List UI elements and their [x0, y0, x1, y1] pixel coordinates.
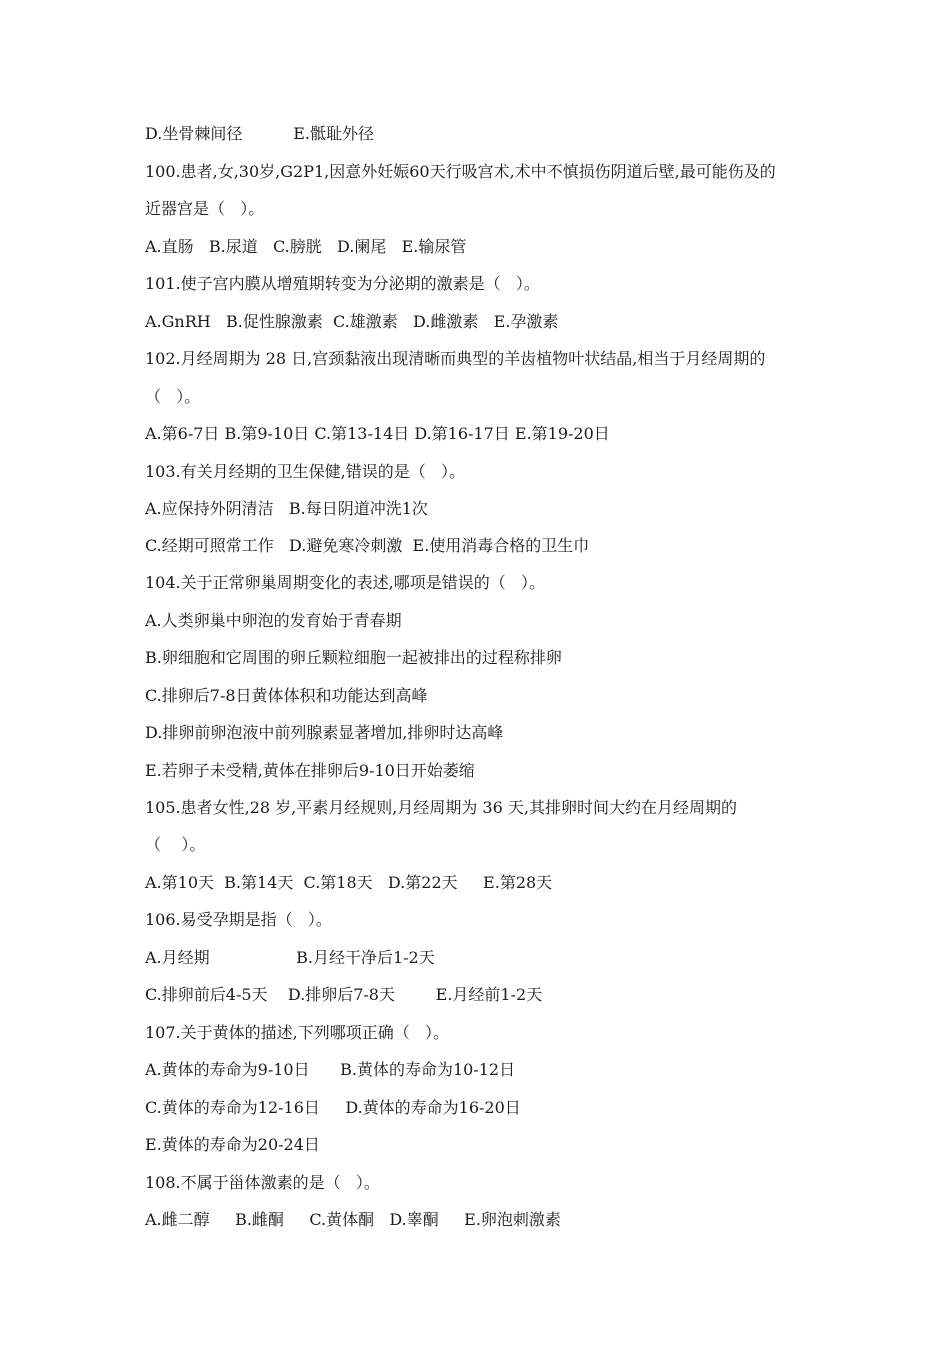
answer-option: A.人类卵巢中卵泡的发育始于青春期	[145, 611, 402, 630]
question-103: 103.有关月经期的卫生保健,错误的是（ ）。	[145, 462, 465, 481]
question-104: 104.关于正常卵巢周期变化的表述,哪项是错误的（ ）。	[145, 573, 545, 592]
question-100: 100.患者,女,30岁,G2P1,因意外妊娠60天行吸宫术,术中不慎损伤阴道后壁,最可能伤及的	[145, 162, 776, 181]
answer-option: D.排卵前卵泡液中前列腺素显著增加,排卵时达高峰	[145, 723, 504, 742]
answer-option: E.若卵子未受精,黄体在排卵后9-10日开始萎缩	[145, 761, 475, 780]
question-102: 102.月经周期为 28 日,宫颈黏液出现清晰而典型的羊齿植物叶状结晶,相当于月经周期的	[145, 349, 766, 368]
answer-options: C.排卵前后4-5天 D.排卵后7-8天 E.月经前1-2天	[145, 985, 543, 1004]
answer-options: A.月经期 B.月经干净后1-2天	[145, 948, 435, 967]
question-108: 108.不属于甾体激素的是（ ）。	[145, 1173, 380, 1192]
answer-options: A.第10天 B.第14天 C.第18天 D.第22天 E.第28天	[145, 873, 553, 892]
question-107: 107.关于黄体的描述,下列哪项正确（ ）。	[145, 1023, 449, 1042]
answer-options: A.应保持外阴清洁 B.每日阴道冲洗1次	[145, 499, 428, 518]
answer-option: E.黄体的寿命为20-24日	[145, 1135, 320, 1154]
question-106: 106.易受孕期是指（ ）。	[145, 910, 332, 929]
question-101: 101.使子宫内膜从增殖期转变为分泌期的激素是（ ）。	[145, 274, 540, 293]
answer-options: A.雌二醇 B.雌酮 C.黄体酮 D.睾酮 E.卵泡刺激素	[145, 1210, 561, 1229]
answer-options: A.直肠 B.尿道 C.膀胱 D.阑尾 E.输尿管	[145, 237, 467, 256]
question-100-continued: 近器宫是（ ）。	[145, 199, 265, 218]
answer-options: D.坐骨棘间径 E.骶耻外径	[145, 124, 374, 143]
question-105: 105.患者女性,28 岁,平素月经规则,月经周期为 36 天,其排卵时间大约在月经周期的	[145, 798, 737, 817]
answer-option: B.卵细胞和它周围的卵丘颗粒细胞一起被排出的过程称排卵	[145, 648, 562, 667]
answer-options: A.第6-7日 B.第9-10日 C.第13-14日 D.第16-17日 E.第19-20日	[145, 424, 610, 443]
answer-options: A.黄体的寿命为9-10日 B.黄体的寿命为10-12日	[145, 1060, 516, 1079]
answer-options: A.GnRH B.促性腺激素 C.雄激素 D.雌激素 E.孕激素	[145, 312, 559, 331]
answer-option: C.排卵后7-8日黄体体积和功能达到高峰	[145, 686, 428, 705]
answer-options: C.经期可照常工作 D.避免寒冷刺激 E.使用消毒合格的卫生巾	[145, 536, 590, 555]
question-102-continued: （ ）。	[145, 387, 201, 406]
question-105-continued: （ ）。	[145, 835, 206, 854]
answer-options: C.黄体的寿命为12-16日 D.黄体的寿命为16-20日	[145, 1098, 521, 1117]
